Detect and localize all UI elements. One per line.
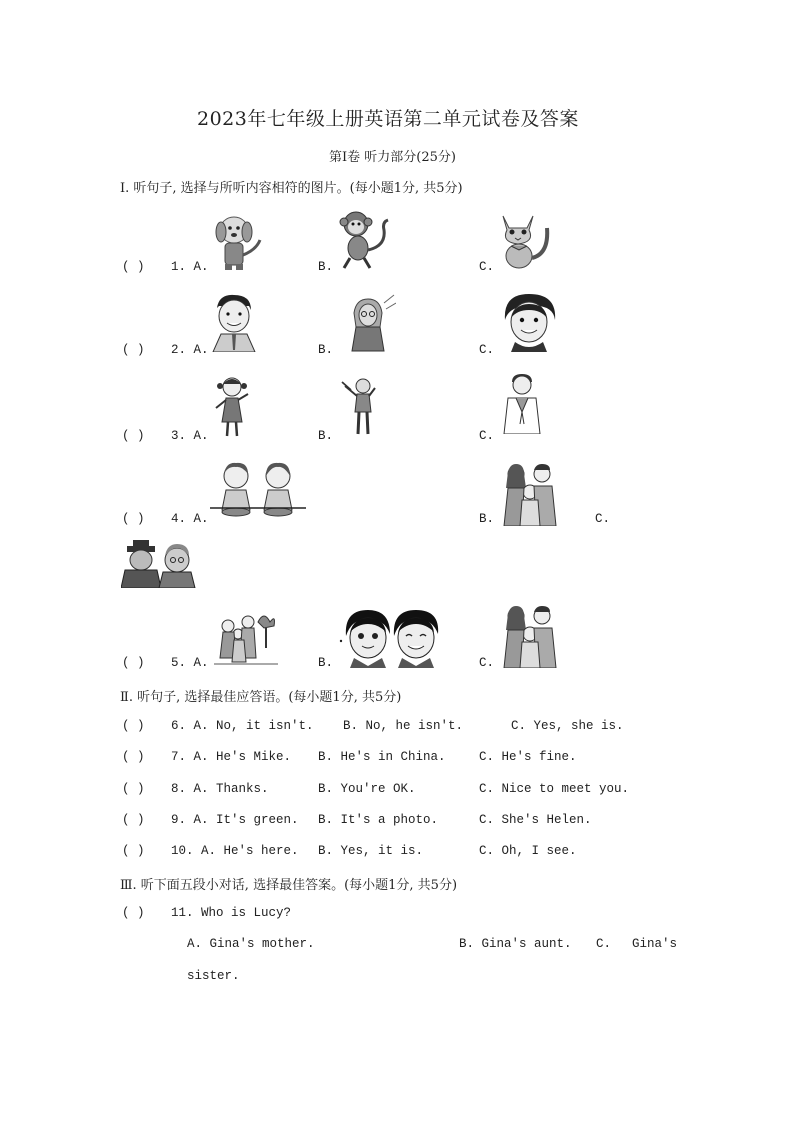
q5-option-b-label: B. [318,656,334,670]
q2-option-c-label: C. [479,343,495,357]
q1-option-a-label: 1. A. [171,260,209,274]
family-picture-1 [500,462,558,526]
q11-option-c-label: C. [596,937,612,951]
boy-picture [500,372,544,434]
q8-option-b: B. You're OK. [318,782,416,796]
two-kids-eating-picture [210,458,306,522]
grandmother-picture [344,293,396,353]
q11-question: 11. Who is Lucy? [171,906,292,920]
q9-bracket: ( ) [122,813,145,827]
q11-option-a: A. Gina's mother. [187,937,315,951]
q5-option-a-label: 5. A. [171,656,209,670]
q4-option-b-label: B. [479,512,495,526]
q9-option-b: B. It's a photo. [318,813,439,827]
q11-option-c-text-cont: sister. [187,969,240,983]
q1-option-c-label: C. [479,260,495,274]
man-picture [209,292,259,352]
q3-option-a-label: 3. A. [171,429,209,443]
family-outdoors-picture [214,608,278,666]
girl-picture [501,290,559,352]
paper-subtitle: 第Ⅰ卷 听力部分(25分) [329,150,456,165]
q3-option-c-label: C. [479,429,495,443]
q6-option-c: C. Yes, she is. [511,719,624,733]
cat-picture [497,208,555,270]
q4-option-a-label: 4. A. [171,512,209,526]
q10-option-c: C. Oh, I see. [479,844,577,858]
q3-option-b-label: B. [318,429,334,443]
q10-option-a: 10. A. He's here. [171,844,299,858]
little-girl-picture [212,374,252,440]
grandparents-picture [121,540,197,588]
q5-bracket: ( ) [122,656,145,670]
q7-option-c: C. He's fine. [479,750,577,764]
q7-option-b: B. He's in China. [318,750,446,764]
section3-heading: Ⅲ. 听下面五段小对话, 选择最佳答案。(每小题1分, 共5分) [120,878,458,893]
q8-option-a: 8. A. Thanks. [171,782,269,796]
q4-bracket: ( ) [122,512,145,526]
page-title: 2023年七年级上册英语第二单元试卷及答案 [197,108,579,130]
q3-bracket: ( ) [122,429,145,443]
q6-option-a: 6. A. No, it isn't. [171,719,314,733]
teacher-picture [341,376,381,438]
q7-bracket: ( ) [122,750,145,764]
q1-bracket: ( ) [122,260,145,274]
twin-girls-picture [338,606,444,668]
q7-option-a: 7. A. He's Mike. [171,750,292,764]
q9-option-a: 9. A. It's green. [171,813,299,827]
section1-heading: Ⅰ. 听句子, 选择与所听内容相符的图片。(每小题1分, 共5分) [120,181,463,196]
section2-heading: Ⅱ. 听句子, 选择最佳应答语。(每小题1分, 共5分) [120,690,402,705]
q10-option-b: B. Yes, it is. [318,844,424,858]
dog-picture [212,210,264,272]
q2-option-a-label: 2. A. [171,343,209,357]
q8-option-c: C. Nice to meet you. [479,782,630,796]
q6-bracket: ( ) [122,719,145,733]
q11-bracket: ( ) [122,906,145,920]
q2-bracket: ( ) [122,343,145,357]
monkey-picture [338,208,393,270]
q11-option-b: B. Gina's aunt. [459,937,572,951]
family-picture-2 [500,604,558,668]
q10-bracket: ( ) [122,844,145,858]
q1-option-b-label: B. [318,260,334,274]
q6-option-b: B. No, he isn't. [343,719,464,733]
q4-option-c-label: C. [595,512,611,526]
q9-option-c: C. She's Helen. [479,813,592,827]
q5-option-c-label: C. [479,656,495,670]
q2-option-b-label: B. [318,343,334,357]
q11-option-c-text: Gina's [632,937,678,951]
q8-bracket: ( ) [122,782,145,796]
